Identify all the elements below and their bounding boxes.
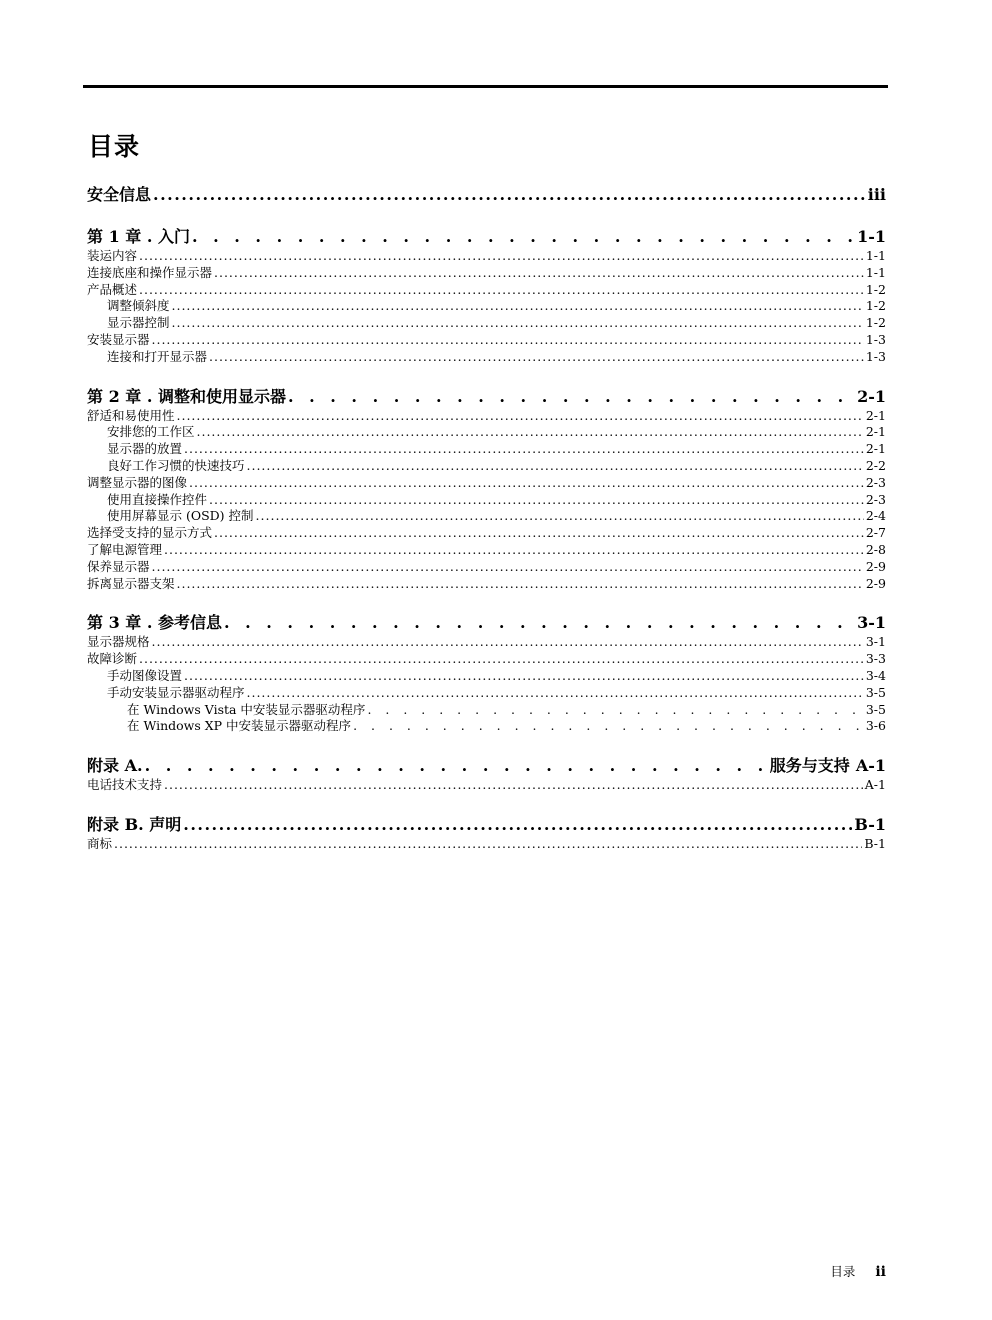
toc-entry[interactable]: [87, 508, 886, 525]
leader-dots: [172, 298, 864, 315]
toc-page: 2-2: [865, 457, 886, 473]
toc-label: 良好工作习惯的快速技巧: [107, 457, 245, 473]
toc-label: 调整倾斜度: [107, 298, 170, 314]
toc-label: 手动图像设置: [107, 667, 183, 683]
leader-dots: [247, 685, 864, 702]
toc-page: iii: [867, 185, 886, 204]
toc-page: 3-5: [865, 684, 886, 700]
leader-dots: [139, 651, 864, 668]
toc-label: 第 1 章 . 入门: [87, 227, 190, 246]
footer-label: 目录: [830, 1264, 856, 1279]
toc-entry[interactable]: [87, 441, 886, 458]
leader-dots: [224, 612, 855, 634]
toc-page: 1-1: [857, 227, 886, 246]
toc-page: 3-5: [865, 701, 886, 717]
toc-entry[interactable]: [87, 349, 886, 366]
leader-dots: [184, 441, 864, 458]
toc-page: 2-9: [865, 575, 886, 591]
leader-dots: [209, 492, 864, 509]
toc-label: 产品概述: [87, 281, 138, 297]
leader-dots: [189, 475, 864, 492]
leader-dots: [114, 836, 862, 853]
toc-label: 显示器的放置: [107, 441, 183, 457]
leader-dots: [152, 634, 864, 651]
toc-entry[interactable]: [87, 525, 886, 542]
leader-dots: [209, 349, 864, 366]
toc-chapter-2[interactable]: [87, 386, 886, 408]
toc-label: 保养显示器: [87, 558, 150, 574]
toc-page: A-1: [855, 756, 886, 776]
toc-label: 连接底座和操作显示器: [87, 264, 213, 280]
toc-page: 3-1: [865, 634, 886, 650]
toc-page: 2-1: [865, 441, 886, 457]
toc-label: 在 Windows XP 中安装显示器驱动程序: [127, 718, 352, 734]
toc-page: 2-8: [865, 541, 886, 557]
toc-page: 1-2: [865, 315, 886, 331]
toc-entry[interactable]: [87, 332, 886, 349]
leader-dots: [367, 702, 863, 719]
toc-label: 调整显示器的图像: [87, 474, 188, 490]
toc-entry[interactable]: [87, 408, 886, 425]
toc-entry[interactable]: [87, 777, 886, 794]
leader-dots: [353, 718, 864, 735]
footer-page-number: ii: [875, 1264, 886, 1280]
toc-page: 2-4: [865, 508, 886, 524]
leader-dots: [145, 755, 768, 777]
toc-label: 了解电源管理: [87, 541, 163, 557]
leader-dots: [153, 184, 866, 206]
toc-label: 附录 B. 声明: [87, 814, 182, 834]
leader-dots: [183, 814, 852, 836]
toc-label: 电话技术支持: [87, 777, 163, 793]
toc-entry[interactable]: [87, 424, 886, 441]
toc-page: 3-4: [865, 667, 886, 683]
toc-label: 安排您的工作区: [107, 424, 195, 440]
page-footer: [830, 1262, 886, 1280]
toc-page: 2-7: [865, 525, 886, 541]
toc-entry[interactable]: [87, 718, 886, 735]
toc-page: 2-9: [865, 558, 886, 574]
toc-entry[interactable]: [87, 634, 886, 651]
toc-page: 2-1: [865, 424, 886, 440]
leader-dots: [164, 777, 863, 794]
toc-entry[interactable]: [87, 298, 886, 315]
toc-entry[interactable]: [87, 576, 886, 593]
toc-entry[interactable]: [87, 702, 886, 719]
leader-dots: [256, 508, 864, 525]
toc-page: 2-3: [865, 491, 886, 507]
toc-label: 舒适和易使用性: [87, 407, 175, 423]
toc-label: 显示器控制: [107, 315, 170, 331]
page-title: 目录: [88, 132, 141, 161]
toc-page: B-1: [864, 835, 886, 851]
toc-label: 安全信息: [87, 185, 152, 204]
toc-entry[interactable]: [87, 475, 886, 492]
toc-label: 第 3 章 . 参考信息: [87, 613, 222, 633]
toc-entry[interactable]: [87, 492, 886, 509]
toc-page: 1-3: [865, 331, 886, 347]
toc-right-label: 服务与支持: [769, 756, 850, 776]
leader-dots: [197, 424, 864, 441]
toc-entry[interactable]: [87, 542, 886, 559]
toc-entry[interactable]: [87, 651, 886, 668]
leader-dots: [288, 386, 855, 408]
leader-dots: [184, 668, 864, 685]
toc-appendix-b[interactable]: [87, 814, 886, 836]
leader-dots: [177, 408, 864, 425]
toc-label: 使用屏幕显示 (OSD) 控制: [107, 508, 254, 524]
toc-entry[interactable]: [87, 282, 886, 299]
toc-page: 3-3: [865, 651, 886, 667]
toc-label: 使用直接操作控件: [107, 491, 208, 507]
toc-label: 附录 A.: [87, 756, 143, 776]
toc-label: 选择受支持的显示方式: [87, 525, 213, 541]
toc-page: 2-1: [865, 407, 886, 423]
table-of-contents: [87, 184, 886, 853]
toc-entry[interactable]: [87, 668, 886, 685]
leader-dots: [139, 248, 864, 265]
toc-page: 3-1: [857, 613, 886, 633]
toc-chapter-1[interactable]: [87, 226, 886, 248]
toc-entry[interactable]: [87, 458, 886, 475]
leader-dots: [152, 332, 864, 349]
toc-entry[interactable]: [87, 685, 886, 702]
leader-dots: [177, 576, 864, 593]
toc-entry[interactable]: [87, 315, 886, 332]
toc-safety[interactable]: [87, 184, 886, 206]
toc-page: 1-1: [865, 248, 886, 263]
toc-page: 1-1: [865, 264, 886, 280]
toc-entry[interactable]: [87, 836, 886, 853]
toc-entry[interactable]: [87, 265, 886, 282]
toc-label: 故障诊断: [87, 651, 138, 667]
toc-page: 1-2: [865, 298, 886, 314]
toc-page: 3-6: [865, 718, 886, 734]
leader-dots: [172, 315, 864, 332]
toc-page: 2-1: [857, 386, 886, 406]
toc-label: 第 2 章 . 调整和使用显示器: [87, 386, 286, 406]
leader-dots: [152, 559, 864, 576]
toc-page: B-1: [854, 814, 886, 834]
leader-dots: [214, 265, 864, 282]
leader-dots: [164, 542, 864, 559]
toc-page: 2-3: [865, 474, 886, 490]
leader-dots: [192, 226, 855, 248]
toc-page: 1-3: [865, 348, 886, 364]
leader-dots: [139, 282, 864, 299]
toc-label: 装运内容: [87, 248, 138, 263]
toc-chapter-3[interactable]: [87, 612, 886, 634]
toc-entry[interactable]: [87, 248, 886, 265]
toc-label: 连接和打开显示器: [107, 348, 208, 364]
toc-page: A-1: [864, 777, 886, 793]
toc-label: 商标: [87, 835, 113, 851]
toc-label: 手动安装显示器驱动程序: [107, 684, 245, 700]
toc-label: 安装显示器: [87, 331, 150, 347]
leader-dots: [247, 458, 864, 475]
toc-label: 显示器规格: [87, 634, 150, 650]
toc-appendix-a[interactable]: [87, 755, 886, 777]
toc-label: 拆离显示器支架: [87, 575, 175, 591]
toc-entry[interactable]: [87, 559, 886, 576]
leader-dots: [214, 525, 864, 542]
toc-label: 在 Windows Vista 中安装显示器驱动程序: [127, 701, 366, 717]
header-rule: [83, 85, 888, 88]
toc-page: 1-2: [865, 281, 886, 297]
